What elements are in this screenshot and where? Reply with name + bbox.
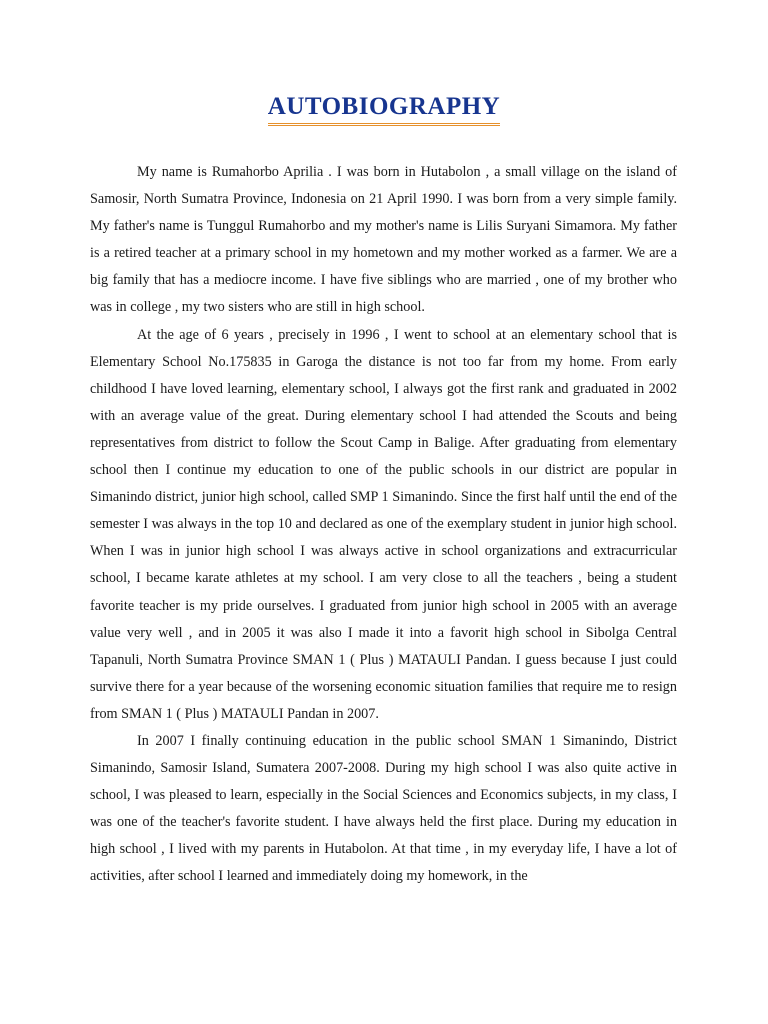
paragraph-elementary-junior-school: At the age of 6 years , precisely in 1996 , I went to school at an elementary school that is Elementary School No.175835 in Garoga the distance is not too far from my home. From early childhood I have loved learning, elementary school, I always got the first rank and graduated in 2002 with an average value of the great. During elementary school I had attended the Scouts and being representatives from district to follow the Scout Camp in Balige. After graduating from elementary school then I continue my education to one of the public schools in our district are popular in Simanindo district, junior high school, called SMP 1 Simanindo. Since the first half until the end of the semester I was always in the top 10 and declared as one of the exemplary student in junior high school. When I was in junior high school I was always active in school organizations and extracurricular school, I became karate athletes at my school. I am very close to all the teachers , being a student favorite teacher is my pride ourselves. I graduated from junior high school in 2005 with an average value very well , and in 2005 it was also I made it into a favorit high school in Sibolga Central Tapanuli, North Sumatra Province SMAN 1 ( Plus ) MATAULI Pandan. I guess because I just could survive there for a year because of the worsening economic situation families that require me to resign from SMAN 1 ( Plus ) MATAULI Pandan in 2007. (90, 326, 677, 722)
paragraph-birth-family: My name is Rumahorbo Aprilia . I was born in Hutabolon , a small village on the island of Samosir, North Sumatra Province, Indonesia on 21 April 1990. I was born from a very simple family. My father's name is Tunggul Rumahorbo and my mother's name is Lilis Suryani Simamora. My father is a retired teacher at a primary school in my hometown and my mother worked as a farmer. We are a big family that has a mediocre income. I have five siblings who are married , one of my brother who was in college , my two sisters who are still in high school. (90, 164, 677, 316)
document-title: AUTOBIOGRAPHY (268, 92, 500, 126)
paragraph-high-school: In 2007 I finally continuing education in the public school SMAN 1 Simanindo, District Simanindo, Samosir Island, Sumatera 2007-2008. During my high school I was also quite active in school, I was pleased to learn, especially in the Social Sciences and Economics subjects, in my class, I was one of the teacher's favorite student. I have always held the first place. During my education in high school , I lived with my parents in Hutabolon. At that time , in my everyday life, I have a lot of activities, after school I learned and immediately doing my homework, in the (90, 732, 677, 885)
document-body (90, 159, 677, 891)
title-container (0, 92, 768, 126)
